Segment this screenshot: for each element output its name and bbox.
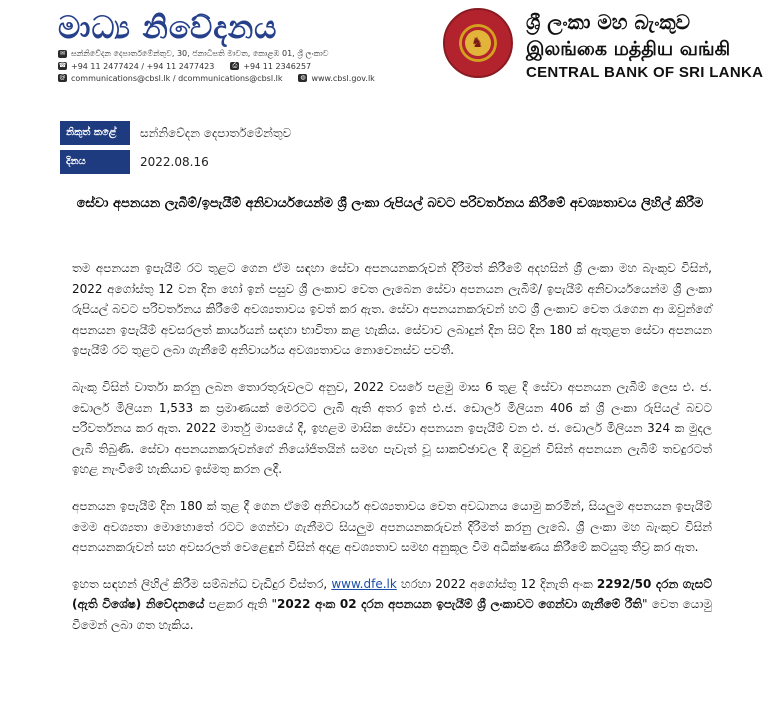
release-title: සේවා අපනයන ලැබීම්/ඉපැයීම් අනිවාර්යයෙන්ම ශ්‍රී ලංකා රුපියල් බවට පරිවර්තනය කිරීමේ අවශ්‍යතාවය ලිහිල් කිරීම xyxy=(76,196,704,211)
envelope-icon: ✉ xyxy=(59,50,66,57)
date-row xyxy=(60,150,291,174)
bank-name-english: CENTRAL BANK OF SRI LANKA xyxy=(526,64,764,81)
globe-icon: ◍ xyxy=(300,74,306,81)
final-paragraph-part2: හරහා 2022 අගෝස්තු 12 දිනැති අංක xyxy=(396,576,597,591)
contact-emails[interactable]: communications@cbsl.lk / dcommunications@cbsl.lk xyxy=(71,73,283,83)
contact-phones: +94 11 2477424 / +94 11 2477423 xyxy=(71,61,215,71)
press-release-header xyxy=(0,0,768,105)
body-paragraph-3: අපනයන ඉපැයීම් දින 180 ක් තුළ දී ගෙන ඒමේ අනිවාර්ය අවශ්‍යතාවය වෙත අවධානය යොමු කරමින්, සියලුම අපනයන ඉපැයීම් මෙම අවශ්‍යතා මොහොතේ රටට ගෙන්වා ගැනීමට සියලුම අපනයනකරුවන් දිරිමත් කරනු ලැබේ. ශ්‍රී ලංකා මහ බැංකුව විසින් අපනයනකරුවන් සහ අවසරලත් වෙළෙඳුන් විසින් අදාළ අවශ්‍යතාව සමඟ අනුකූල වීම අධීක්ෂණය කිරීමේ කටයුතු තීව්‍ර කර ඇත. xyxy=(72,498,712,555)
final-paragraph-part4: " වෙත යොමු වීමෙන් ලබා ගත හැකිය. xyxy=(72,597,712,632)
central-bank-seal-icon: ♞ xyxy=(443,8,513,78)
phone-icon: ☎ xyxy=(58,62,67,69)
date-value: 2022.08.16 xyxy=(140,155,209,169)
issued-by-label: නිකුත් කළේ xyxy=(60,121,130,145)
release-meta xyxy=(60,121,291,179)
issued-by-row xyxy=(60,121,291,145)
date-label: දිනය xyxy=(60,150,130,174)
brand-title: මාධ්‍ය නිවේදනය xyxy=(58,10,278,46)
bank-name-block xyxy=(526,8,763,84)
contact-fax: +94 11 2346257 xyxy=(243,61,312,71)
contact-address-row xyxy=(58,48,375,60)
contact-website[interactable]: www.cbsl.gov.lk xyxy=(311,73,375,83)
final-paragraph-part1: ඉහත සඳහන් ලිහිල් කිරීම සම්බන්ධ වැඩිදුර විස්තර, xyxy=(72,576,332,591)
press-release-brand xyxy=(58,10,375,84)
contact-block xyxy=(58,48,375,84)
body-paragraph-4 xyxy=(72,574,712,636)
gazette-reference: 2292/50 දරන ගැසට් (ඇති විශේෂ) නිවේදනයේ xyxy=(72,576,712,612)
email-icon: @ xyxy=(59,74,66,81)
final-paragraph-part3: පළකර ඇති " xyxy=(204,597,278,612)
bank-name-tamil: இலங்கை மத்திய வங்கி xyxy=(526,38,731,60)
contact-email-row xyxy=(58,72,375,84)
rules-reference: 2022 අංක 02 දරන අපනයන ඉපැයීම් ශ්‍රී ලංකාවට ගෙන්වා ගැනීමේ රීති xyxy=(277,597,643,612)
fax-icon: ⎙ xyxy=(230,62,239,70)
contact-phone-row xyxy=(58,60,375,72)
bank-name-sinhala: ශ්‍රී ලංකා මහ බැංකුව xyxy=(526,10,691,34)
release-body xyxy=(72,258,712,652)
dfe-website-link[interactable]: www.dfe.lk xyxy=(331,576,397,591)
body-paragraph-2: බැංකු විසින් වාර්තා කරනු ලබන තොරතුරුවලට අනුව, 2022 වසරේ පළමු මාස 6 තුළ දී සේවා අපනයන ලැබීම් ලෙස එ. ජ. ඩොලර් මිලියන 1,533 ක ප්‍රමාණයක් මෙරටට ලැබී ඇති අතර ඉන් එ.ජ. ඩොලර් මිලියන 406 ක් ශ්‍රී ලංකා රුපියල් බවට පරිවර්තනය කර ඇත. 2022 මාර්තු මාසයේ දී, ඉහළම මාසික සේවා අපනයන ඉපැයීම් වන එ. ජ. ඩොලර් මිලියන 324 ක මුදල ලැබී තිබුණි. සේවා අපනයනකරුවන්ගේ නියෝජිතයින් සමඟ පැවැත් වූ සාකච්ඡාවල දී ඔවුන් විසින් අපනයන ලැබීම් තවදුරටත් ඉහළ නැංවීමේ හැකියාව ඉස්මතු කරන ලදී. xyxy=(72,379,712,477)
contact-address: සන්නිවේදන දෙපාර්තමේන්තුව, 30, ජනාධිපති මාවත, කොළඹ 01, ශ්‍රී ලංකාව xyxy=(71,49,329,58)
issued-by-value: සන්නිවේදන දෙපාර්තමේන්තුව xyxy=(140,125,292,140)
body-paragraph-1: තම අපනයන ඉපැයීම් රට තුළට ගෙන ඒම සඳහා සේවා අපනයනකරුවන් දිරිමත් කිරීමේ අදහසින් ශ්‍රී ලංකා මහ බැංකුව විසින්, 2022 අගෝස්තු 12 වන දින හෝ ඉන් පසුව ශ්‍රී ලංකාව වෙත ලැබෙන සේවා අපනයන ලැබීම්/ ඉපැයීම් අනිවාර්යයෙන්ම ශ්‍රී ලංකා රුපියල් බවට පරිවර්තනය කිරීමේ අවශ්‍යතාවය ඉවත් කර ඇත. සේවා අපනයනකරුවන් හට ශ්‍රී ලංකාව වෙත රැගෙන ආ ඔවුන්ගේ අපනයන ඉපැයීම් අවසරලත් කාර්යයන් සඳහා භාවිතා කළ හැකිය. සේවාව ලබාදුන් දින සිට දින 180 ක් ඇතුළත සේවා අපනයන ඉපැයීම් රට තුළට ලබා ගැනීමේ අනිවාර්යය අවශ්‍යතාවය නොවෙනස්ව පවතී. xyxy=(72,261,712,358)
